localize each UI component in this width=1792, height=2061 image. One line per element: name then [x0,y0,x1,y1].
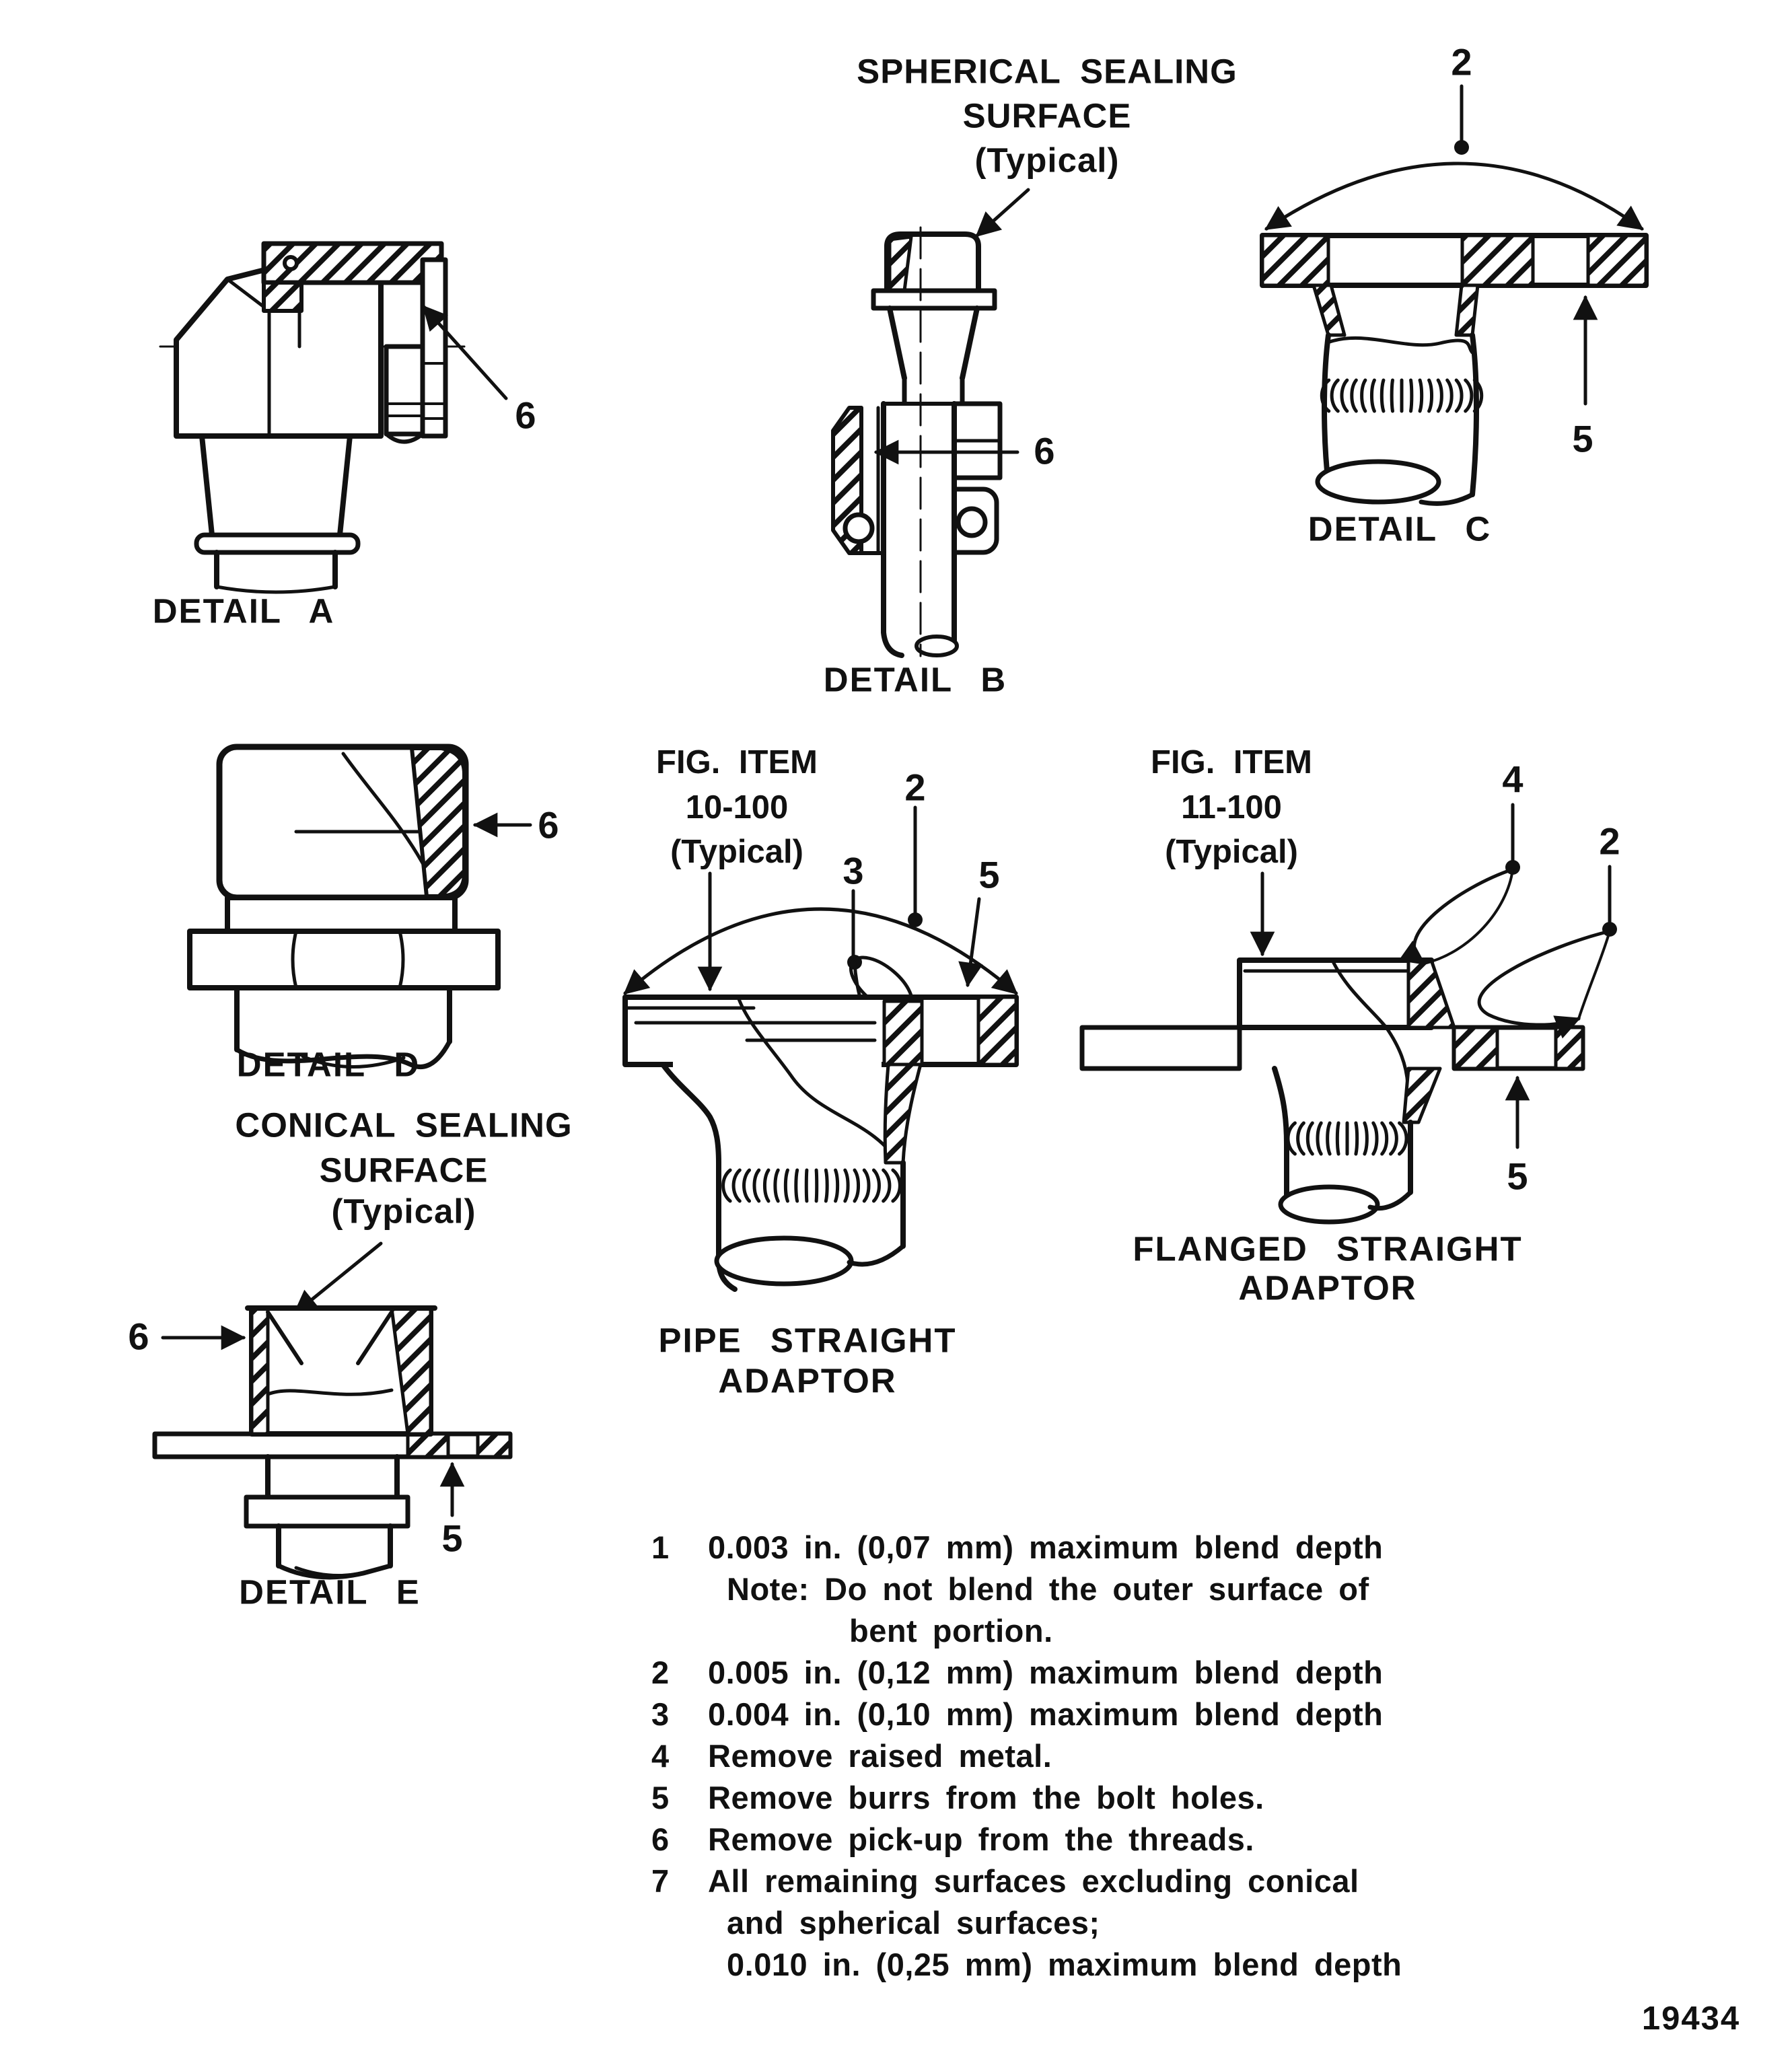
legend-num-6: 6 [651,1821,670,1857]
detail-b-ball [845,515,872,542]
callout-2-pipe: 2 [904,766,926,809]
flanged-leader-2 [1479,931,1610,1025]
legend-item-6 [633,1821,1254,1858]
legend-text: Remove pick-up from the threads. [708,1821,1254,1857]
flanged-caption-line2: ADAPTOR [1238,1268,1417,1307]
detail-d-tube [237,988,450,1050]
legend-text: 0.004 in. (0,10 mm) maximum blend depth [708,1696,1384,1732]
detail-c-arc-2 [1266,164,1642,229]
callout-6-detail-d: 6 [538,803,559,846]
legend-item-2 [633,1654,1383,1692]
detail-b-drawing [833,190,1028,656]
detail-a-nut-lower [386,347,423,434]
legend-text: All remaining surfaces excluding conical [708,1863,1359,1899]
callout-3-pipe: 3 [843,849,864,892]
detail-d-drawing [190,747,530,1067]
legend-num-4: 4 [651,1738,670,1774]
callout-6-detail-b: 6 [1034,429,1055,472]
pipe-tube-end [717,1238,851,1284]
detail-c-caption: DETAIL C [1307,509,1492,548]
flanged-tube [1275,1069,1410,1206]
callout-2-flanged: 2 [1599,820,1620,863]
flanged-thread-coils [1288,1123,1406,1154]
detail-e-wall-hatch-left [252,1308,268,1434]
detail-c-neck-hatch [1314,285,1345,335]
legend-text: and spherical surfaces; [727,1905,1100,1941]
pipe-fig-item-line1: FIG. ITEM [656,744,818,781]
legend-text: Remove raised metal. [708,1738,1052,1774]
pipe-adaptor-drawing [625,807,1016,1289]
callout-5-detail-e: 5 [441,1517,463,1560]
flanged-tube-end [1281,1187,1377,1222]
detail-a-end-face [423,260,445,436]
legend-text: 0.005 in. (0,12 mm) maximum blend depth [708,1655,1384,1690]
detail-a-caption: DETAIL A [152,591,335,630]
flanged-adaptor-drawing [1082,805,1617,1222]
legend-num-1: 1 [651,1529,670,1565]
legend-num-7: 7 [651,1863,670,1899]
pipe-leader-5 [968,899,979,985]
legend-item-7 [633,1863,1359,1900]
legend-text: bent portion. [849,1613,1053,1649]
detail-b-lug-hole [958,509,985,536]
pipe-caption-line2: ADAPTOR [718,1361,897,1400]
callout-5-pipe: 5 [978,853,1000,896]
legend-text: Remove burrs from the bolt holes. [708,1780,1264,1815]
detail-e-tube [268,1457,397,1497]
pipe-fig-item-line3: (Typical) [670,834,803,870]
flanged-plate-left [1082,1027,1240,1069]
callout-5-flanged: 5 [1507,1155,1528,1198]
legend-item-1 [633,1529,1383,1566]
callout-4-flanged: 4 [1502,758,1524,801]
pipe-thread-coils [723,1170,900,1201]
legend-item-5 [633,1779,1264,1817]
spherical-heading-line3: (Typical) [974,141,1120,180]
flanged-fig-item-line2: 11-100 [1181,789,1282,826]
callout-6-detail-e: 6 [128,1315,149,1358]
callout-2-detail-c: 2 [1451,40,1472,83]
detail-e-sealing-arrow [295,1243,381,1313]
detail-a-drawing [160,244,506,592]
conical-heading-line2: SURFACE [319,1151,489,1190]
spherical-heading-line1: SPHERICAL SEALING [857,52,1238,91]
detail-b-sealing-arrow [977,190,1028,236]
pipe-caption-line1: PIPE STRAIGHT [658,1321,957,1360]
flanged-below-hatch [1404,1069,1440,1122]
legend-text: Note: Do not blend the outer surface of [727,1571,1369,1607]
figure-number: 19434 [1641,2000,1741,2037]
pipe-arc-2 [625,909,1016,993]
flanged-caption-line1: FLANGED STRAIGHT [1133,1229,1523,1268]
detail-e-plate [155,1434,510,1457]
detail-e-caption: DETAIL E [239,1572,421,1612]
legend [633,1529,1642,2000]
legend-item-7-cont2 [633,1946,1402,1984]
callout-6-detail-a: 6 [515,394,536,437]
pipe-neck-left [663,1064,719,1163]
detail-b-caption: DETAIL B [823,660,1007,699]
detail-a-down-tube [202,436,350,535]
legend-text: 0.010 in. (0,25 mm) maximum blend depth [727,1947,1402,1982]
spherical-heading-line2: SURFACE [962,96,1132,135]
legend-num-5: 5 [651,1780,670,1815]
detail-d-hex-nut [190,931,498,988]
conical-heading-line1: CONICAL SEALING [235,1106,573,1145]
detail-c-tube-end [1318,462,1439,502]
legend-item-4 [633,1737,1052,1775]
legend-num-2: 2 [651,1655,670,1690]
flanged-body-hatch [1408,960,1454,1027]
flanged-leader-4 [1414,869,1513,964]
legend-item-1-note [633,1570,1369,1608]
callout-5-detail-c: 5 [1572,417,1593,460]
detail-d-washer [227,898,455,931]
legend-num-3: 3 [651,1696,670,1732]
detail-c-thread-coils [1322,380,1481,411]
legend-item-3 [633,1696,1383,1733]
legend-text: 0.003 in. (0,07 mm) maximum blend depth [708,1529,1384,1565]
legend-item-1-note2 [633,1612,1053,1650]
legend-item-7-cont [633,1904,1100,1942]
flanged-fig-item-line1: FIG. ITEM [1151,744,1312,781]
detail-a-weep-hole [285,257,297,269]
detail-d-caption: DETAIL D [236,1045,421,1084]
pipe-neck-hatch [885,1064,921,1163]
conical-heading-line3: (Typical) [331,1192,476,1231]
pipe-fig-item-line2: 10-100 [685,789,789,826]
flanged-fig-item-line3: (Typical) [1165,834,1298,870]
